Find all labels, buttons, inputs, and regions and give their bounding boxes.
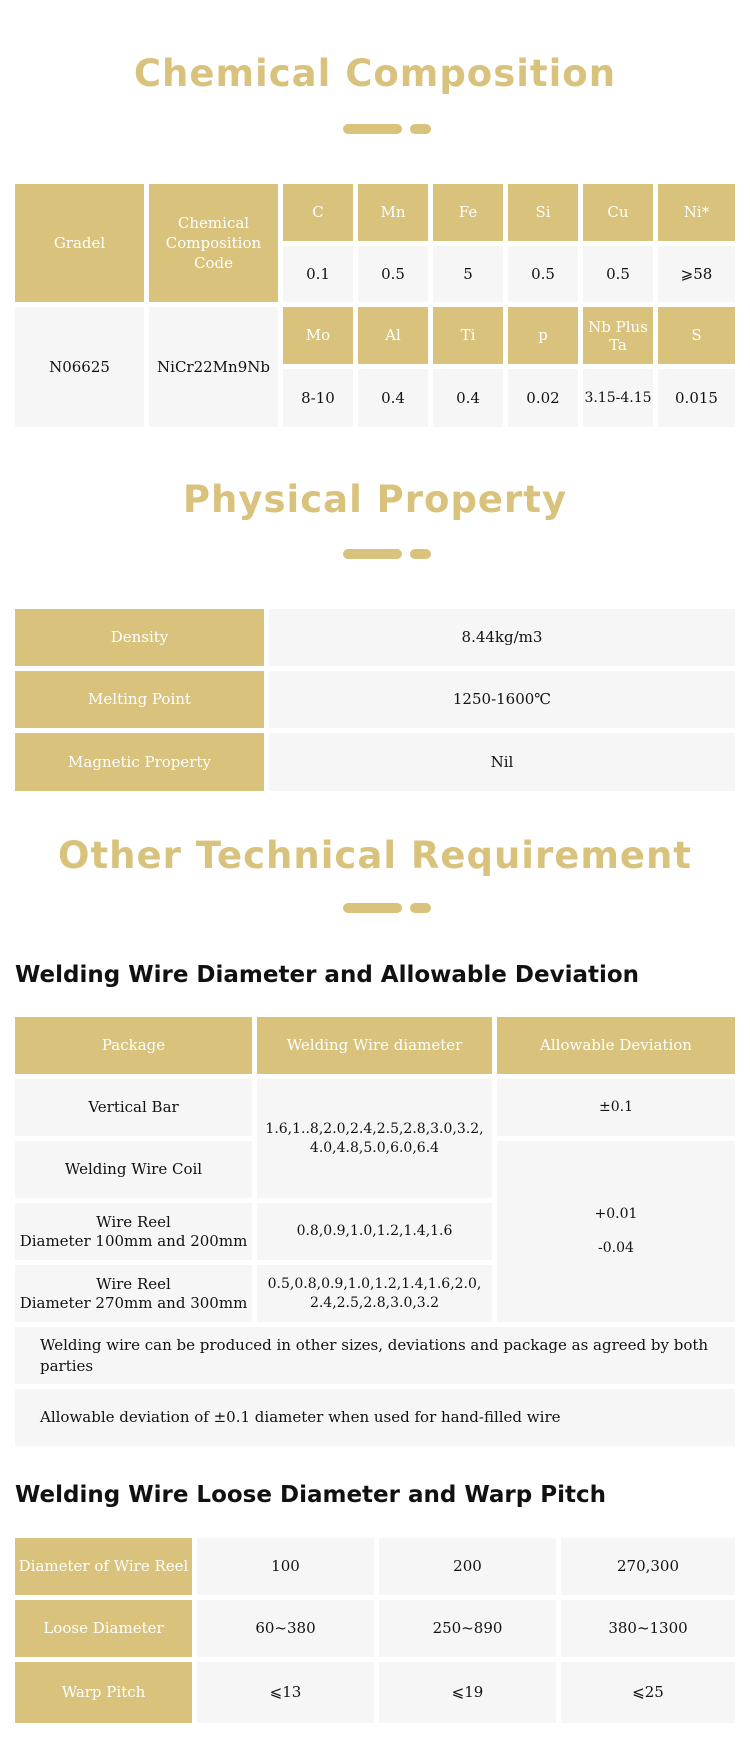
reel-row-label: Loose Diameter bbox=[15, 1600, 192, 1657]
element-cell: Cu bbox=[583, 184, 653, 241]
density-label: Density bbox=[15, 609, 264, 666]
reel-row-label: Warp Pitch bbox=[15, 1662, 192, 1723]
diameter-cell: 0.5,0.8,0.9,1.0,1.2,1.4,1.6,2.0, 2.4,2.5,2.8,3.0,3.2 bbox=[257, 1265, 492, 1322]
element-cell: Nb Plus Ta bbox=[583, 307, 653, 364]
package-header: Package bbox=[15, 1017, 252, 1074]
element-value: 0.02 bbox=[508, 369, 578, 427]
reel-row-label: Diameter of Wire Reel bbox=[15, 1538, 192, 1595]
grade-value: N06625 bbox=[15, 307, 144, 427]
package-cell: Welding Wire Coil bbox=[15, 1141, 252, 1198]
title-divider bbox=[343, 124, 431, 134]
element-value: 0.4 bbox=[358, 369, 428, 427]
reel-row-value: 250~890 bbox=[379, 1600, 556, 1657]
reel-row-value: 100 bbox=[197, 1538, 374, 1595]
element-value: 0.015 bbox=[658, 369, 735, 427]
wire-note: Allowable deviation of ±0.1 diameter when used for hand-filled wire bbox=[15, 1389, 735, 1446]
element-value: 0.1 bbox=[283, 246, 353, 302]
element-value: 0.5 bbox=[358, 246, 428, 302]
deviation-cell: ±0.1 bbox=[497, 1079, 735, 1136]
element-value: 0.4 bbox=[433, 369, 503, 427]
diameter-header: Welding Wire diameter bbox=[257, 1017, 492, 1074]
package-cell: Wire Reel Diameter 270mm and 300mm bbox=[15, 1265, 252, 1322]
element-value: 5 bbox=[433, 246, 503, 302]
element-cell: Mo bbox=[283, 307, 353, 364]
element-value: 0.5 bbox=[508, 246, 578, 302]
wire-note: Welding wire can be produced in other sizes, deviations and package as agreed by both parties bbox=[15, 1327, 735, 1384]
melting-point-value: 1250-1600℃ bbox=[269, 671, 735, 728]
loose-diameter-title: Welding Wire Loose Diameter and Warp Pitch bbox=[15, 1482, 606, 1508]
composition-code-header bbox=[149, 184, 278, 302]
melting-point-label: Melting Point bbox=[15, 671, 264, 728]
reel-row-value: ⩽13 bbox=[197, 1662, 374, 1723]
wire-diameter-title: Welding Wire Diameter and Allowable Deviation bbox=[15, 962, 640, 988]
reel-row-value: ⩽19 bbox=[379, 1662, 556, 1723]
element-value: 0.5 bbox=[583, 246, 653, 302]
package-cell: Vertical Bar bbox=[15, 1079, 252, 1136]
element-value: ⩾58 bbox=[658, 246, 735, 302]
section-title-chemical: Chemical Composition bbox=[133, 52, 617, 95]
reel-row-value: ⩽25 bbox=[561, 1662, 735, 1723]
element-value: 3.15-4.15 bbox=[583, 369, 653, 427]
element-cell: C bbox=[283, 184, 353, 241]
element-cell: p bbox=[508, 307, 578, 364]
composition-code-value: NiCr22Mn9Nb bbox=[149, 307, 278, 427]
grade-header: Gradel bbox=[15, 184, 144, 302]
magnetic-property-label: Magnetic Property bbox=[15, 733, 264, 791]
element-cell: Ni* bbox=[658, 184, 735, 241]
diameter-cell: 1.6,1..8,2.0,2.4,2.5,2.8,3.0,3.2, 4.0,4.8,5.0,6.0,6.4 bbox=[257, 1079, 492, 1198]
reel-row-value: 270,300 bbox=[561, 1538, 735, 1595]
element-value: 8-10 bbox=[283, 369, 353, 427]
element-cell: Ti bbox=[433, 307, 503, 364]
reel-row-value: 60~380 bbox=[197, 1600, 374, 1657]
title-divider bbox=[343, 549, 431, 559]
reel-row-value: 380~1300 bbox=[561, 1600, 735, 1657]
composition-code-header-text: Chemical Composition Code bbox=[165, 213, 262, 273]
element-cell: Fe bbox=[433, 184, 503, 241]
element-cell: Si bbox=[508, 184, 578, 241]
deviation-header: Allowable Deviation bbox=[497, 1017, 735, 1074]
element-cell: Mn bbox=[358, 184, 428, 241]
package-cell: Wire Reel Diameter 100mm and 200mm bbox=[15, 1203, 252, 1260]
element-cell: S bbox=[658, 307, 735, 364]
reel-row-value: 200 bbox=[379, 1538, 556, 1595]
magnetic-property-value: Nil bbox=[269, 733, 735, 791]
title-divider bbox=[343, 903, 431, 913]
section-title-other: Other Technical Requirement bbox=[58, 834, 692, 877]
deviation-cell: +0.01 -0.04 bbox=[497, 1141, 735, 1322]
density-value: 8.44kg/m3 bbox=[269, 609, 735, 666]
diameter-cell: 0.8,0.9,1.0,1.2,1.4,1.6 bbox=[257, 1203, 492, 1260]
section-title-physical: Physical Property bbox=[182, 478, 568, 521]
element-cell: Al bbox=[358, 307, 428, 364]
